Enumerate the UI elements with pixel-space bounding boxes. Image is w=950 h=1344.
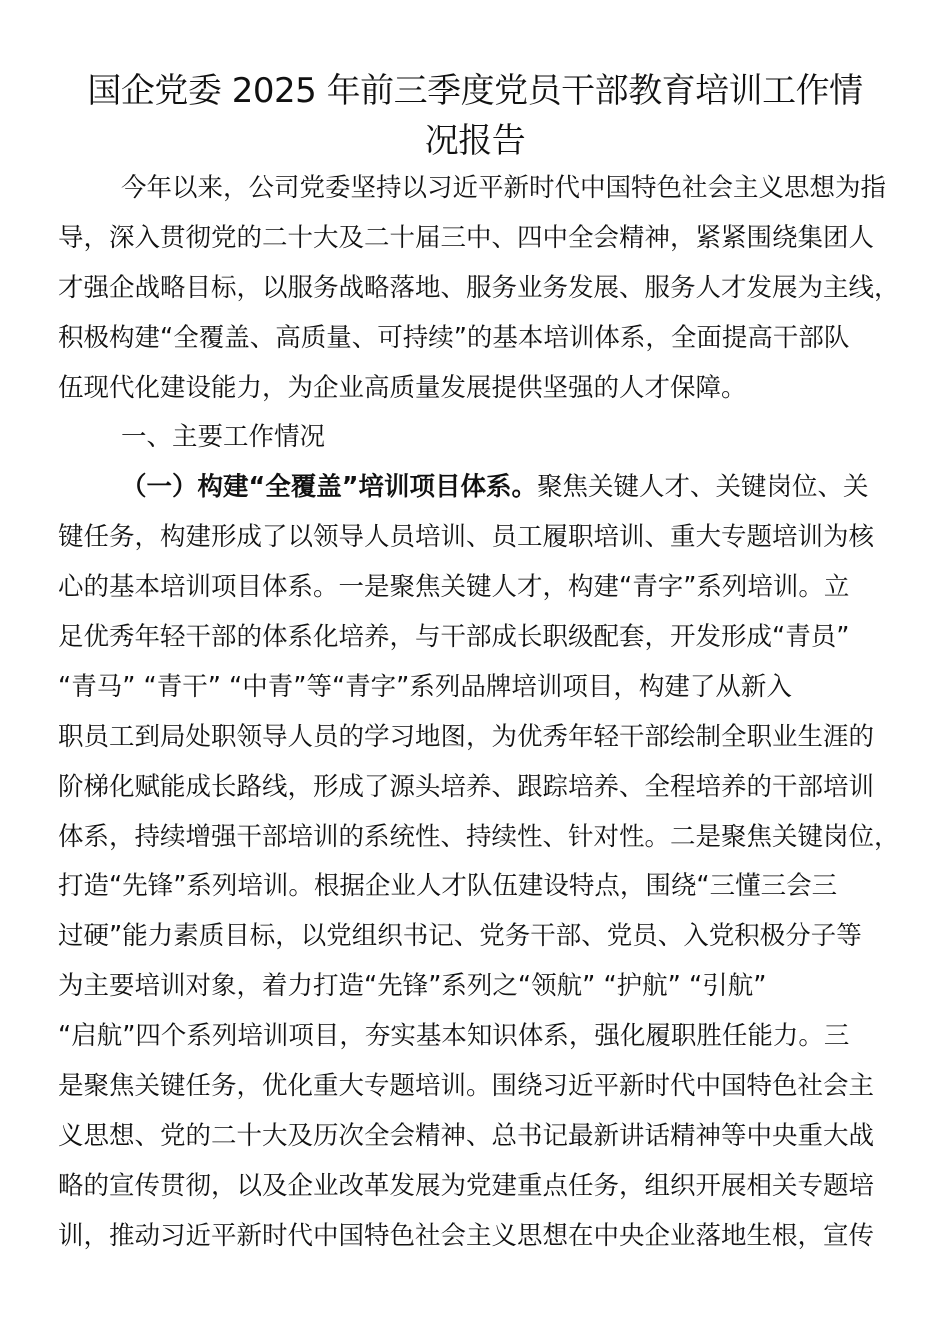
paragraph-line: 过硬”能力素质目标，以党组织书记、党务干部、党员、入党积极分子等 xyxy=(58,921,862,952)
paragraph-line: 是聚焦关键任务，优化重大专题培训。围绕习近平新时代中国特色社会主 xyxy=(58,1071,875,1102)
section-heading: 一、主要工作情况 xyxy=(121,422,326,453)
paragraph-line: 打造“先锋”系列培训。根据企业人才队伍建设特点，围绕“三懂三会三 xyxy=(58,871,838,902)
intro-line-5: 伍现代化建设能力，为企业高质量发展提供坚强的人才保障。 xyxy=(58,372,747,403)
intro-line-2: 导，深入贯彻党的二十大及二十届三中、四中全会精神，紧紧围绕集团人 xyxy=(58,222,875,253)
paragraph-line: 体系，持续增强干部培训的系统性、持续性、针对性。二是聚焦关键岗位， xyxy=(58,821,900,852)
paragraph-line: 职员工到局处职领导人员的学习地图，为优秀年轻干部绘制全职业生涯的 xyxy=(58,721,875,752)
subsection-first-line-text: 聚焦关键人才、关键岗位、关 xyxy=(537,472,869,503)
subsection-paragraph xyxy=(58,463,898,1261)
intro-paragraph xyxy=(58,164,898,413)
title-line-2: 况报告 xyxy=(424,121,526,161)
subsection-heading: （一）构建“全覆盖”培训项目体系。 xyxy=(121,472,538,503)
paragraph-line: 略的宣传贯彻，以及企业改革发展为党建重点任务，组织开展相关专题培 xyxy=(58,1170,875,1201)
intro-line-4: 积极构建“全覆盖、高质量、可持续”的基本培训体系，全面提高干部队 xyxy=(58,322,850,353)
document-body xyxy=(58,164,898,1262)
paragraph-line: 足优秀年轻干部的体系化培养，与干部成长职级配套，开发形成“青员” xyxy=(58,622,850,653)
intro-line-3: 才强企战略目标，以服务战略落地、服务业务发展、服务人才发展为主线， xyxy=(58,272,900,303)
title-line-1: 国企党委 2025 年前三季度党员干部教育培训工作情 xyxy=(87,71,863,111)
document-title xyxy=(40,66,910,166)
paragraph-line: 键任务，构建形成了以领导人员培训、员工履职培训、重大专题培训为核 xyxy=(58,522,875,553)
paragraph-line: 阶梯化赋能成长路线，形成了源头培养、跟踪培养、全程培养的干部培训 xyxy=(58,771,875,802)
intro-line-1: 今年以来，公司党委坚持以习近平新时代中国特色社会主义思想为指 xyxy=(121,173,887,203)
paragraph-line: “青马” “青干” “中青”等“青字”系列品牌培训项目，构建了从新入 xyxy=(58,671,792,702)
paragraph-line: 为主要培训对象，着力打造“先锋”系列之“领航” “护航” “引航” xyxy=(58,971,767,1002)
paragraph-line: 义思想、党的二十大及历次全会精神、总书记最新讲话精神等中央重大战 xyxy=(58,1120,875,1151)
paragraph-line: “启航”四个系列培训项目，夯实基本知识体系，强化履职胜任能力。三 xyxy=(58,1021,850,1052)
paragraph-line: 心的基本培训项目体系。一是聚焦关键人才，构建“青字”系列培训。立 xyxy=(58,572,850,603)
paragraph-line: 训，推动习近平新时代中国特色社会主义思想在中央企业落地生根，宣传 xyxy=(58,1220,875,1251)
subsection-first-line xyxy=(58,463,898,513)
